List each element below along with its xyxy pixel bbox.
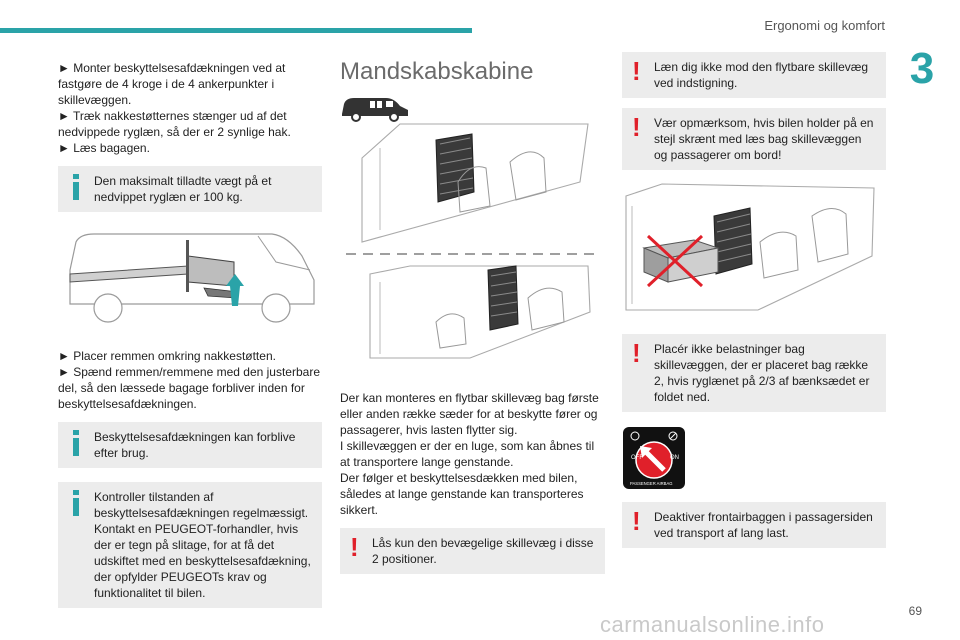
chapter-number: 3 [909,44,935,93]
instruction-step: ► Træk nakkestøtternes stænger ud af det nedvippede ryglæn, så der er 2 synlige hak. [58,109,291,139]
info-icon [70,174,82,200]
header-title: Ergonomi og komfort [764,18,885,33]
info-note-cover-remain [58,422,322,468]
info-note-text: Kontroller tilstanden af beskyttelsesafdækningen regelmæssigt. Kontakt en PEUGEOT-forhandler, hvis der er tegn på slitage, for at få det udskiftet med en beskyttelsesafdækning, der opfylder PEUGEOTs krav og funktionalitet til bilen. [94,490,311,600]
warning-icon: ! [632,112,641,142]
warning-note-text: Lås kun den bevægelige skillevæg i disse 2 positioner. [372,536,594,566]
warning-note-text: Deaktiver frontairbaggen i passagersiden ved transport af lang last. [654,510,873,540]
airbag-switch-icon [622,426,686,490]
left-column [58,60,322,608]
warning-icon: ! [632,506,641,536]
warning-icon: ! [350,532,359,562]
van-silhouette-icon [340,94,410,122]
van-cargo-drawing [58,222,322,340]
warning-note-lean [622,52,886,98]
body-paragraph: I skillevæggen er der en luge, som kan åbnes til at transportere lange genstande. [340,439,595,469]
airbag-on-label: ON [670,455,679,461]
body-paragraph: Der kan monteres en flytbar skillevæg bag første eller anden række sæder for at beskytte fører og passagerer, hvis lasten flytter sig. [340,391,599,437]
prohibited-load-illustration [622,182,886,322]
header-accent-bar [0,28,472,33]
right-column [622,52,886,548]
prohibited-load-drawing [622,182,886,322]
van-type-icon [340,94,605,122]
warning-note-text: Læn dig ikke mod den flytbare skillevæg ved indstigning. [654,60,869,90]
watermark: carmanualsonline.info [600,612,825,637]
airbag-switch-illustration [622,426,686,490]
warning-note-slope [622,108,886,170]
info-note-text: Beskyttelsesafdækningen kan forblive efter brug. [94,430,296,460]
warning-note-text: Placér ikke belastninger bag skillevæggen, der er placeret bag række 2, hvis ryglænet på 2/3 af bænksædet er foldet ned. [654,342,870,404]
instruction-step: ► Placer remmen omkring nakkestøtten. [58,349,276,363]
van-cargo-illustration [58,222,322,340]
warning-note-lock-positions [340,528,605,574]
instruction-step: ► Spænd remmen/remmene med den justerbare del, så den læssede bagage forbliver inden for beskyttelsesafdækningen. [58,365,320,411]
middle-column [340,60,605,574]
partition-positions-illustration [340,122,605,380]
info-note-text: Den maksimalt tilladte vægt på et nedvippet ryglæn er 100 kg. [94,174,272,204]
warning-note-airbag [622,502,886,548]
airbag-off-label: OFF [631,455,643,461]
page-number: 69 [908,604,922,618]
warning-note-text: Vær opmærksom, hvis bilen holder på en stejl skrænt med læs bag skillevæggen og passagerer om bord! [654,116,874,162]
warning-note-rear-load [622,334,886,412]
airbag-caption: PASSENGER AIRBAG [630,481,673,486]
partition-positions-drawing [340,122,605,380]
info-note-max-weight [58,166,322,212]
info-icon [70,490,82,516]
info-note-check-condition [58,482,322,608]
warning-icon: ! [632,338,641,368]
instruction-step: ► Monter beskyttelsesafdækningen ved at fastgøre de 4 kroge i de 4 ankerpunkter i skillevæggen. [58,61,286,107]
warning-icon: ! [632,56,641,86]
info-icon [70,430,82,456]
instruction-step: ► Læs bagagen. [58,141,150,155]
section-title: Mandskabskabine [340,58,534,85]
body-paragraph: Der følger et beskyttelsesdækken med bilen, således at lange genstande kan transporteres sikkert. [340,471,584,517]
